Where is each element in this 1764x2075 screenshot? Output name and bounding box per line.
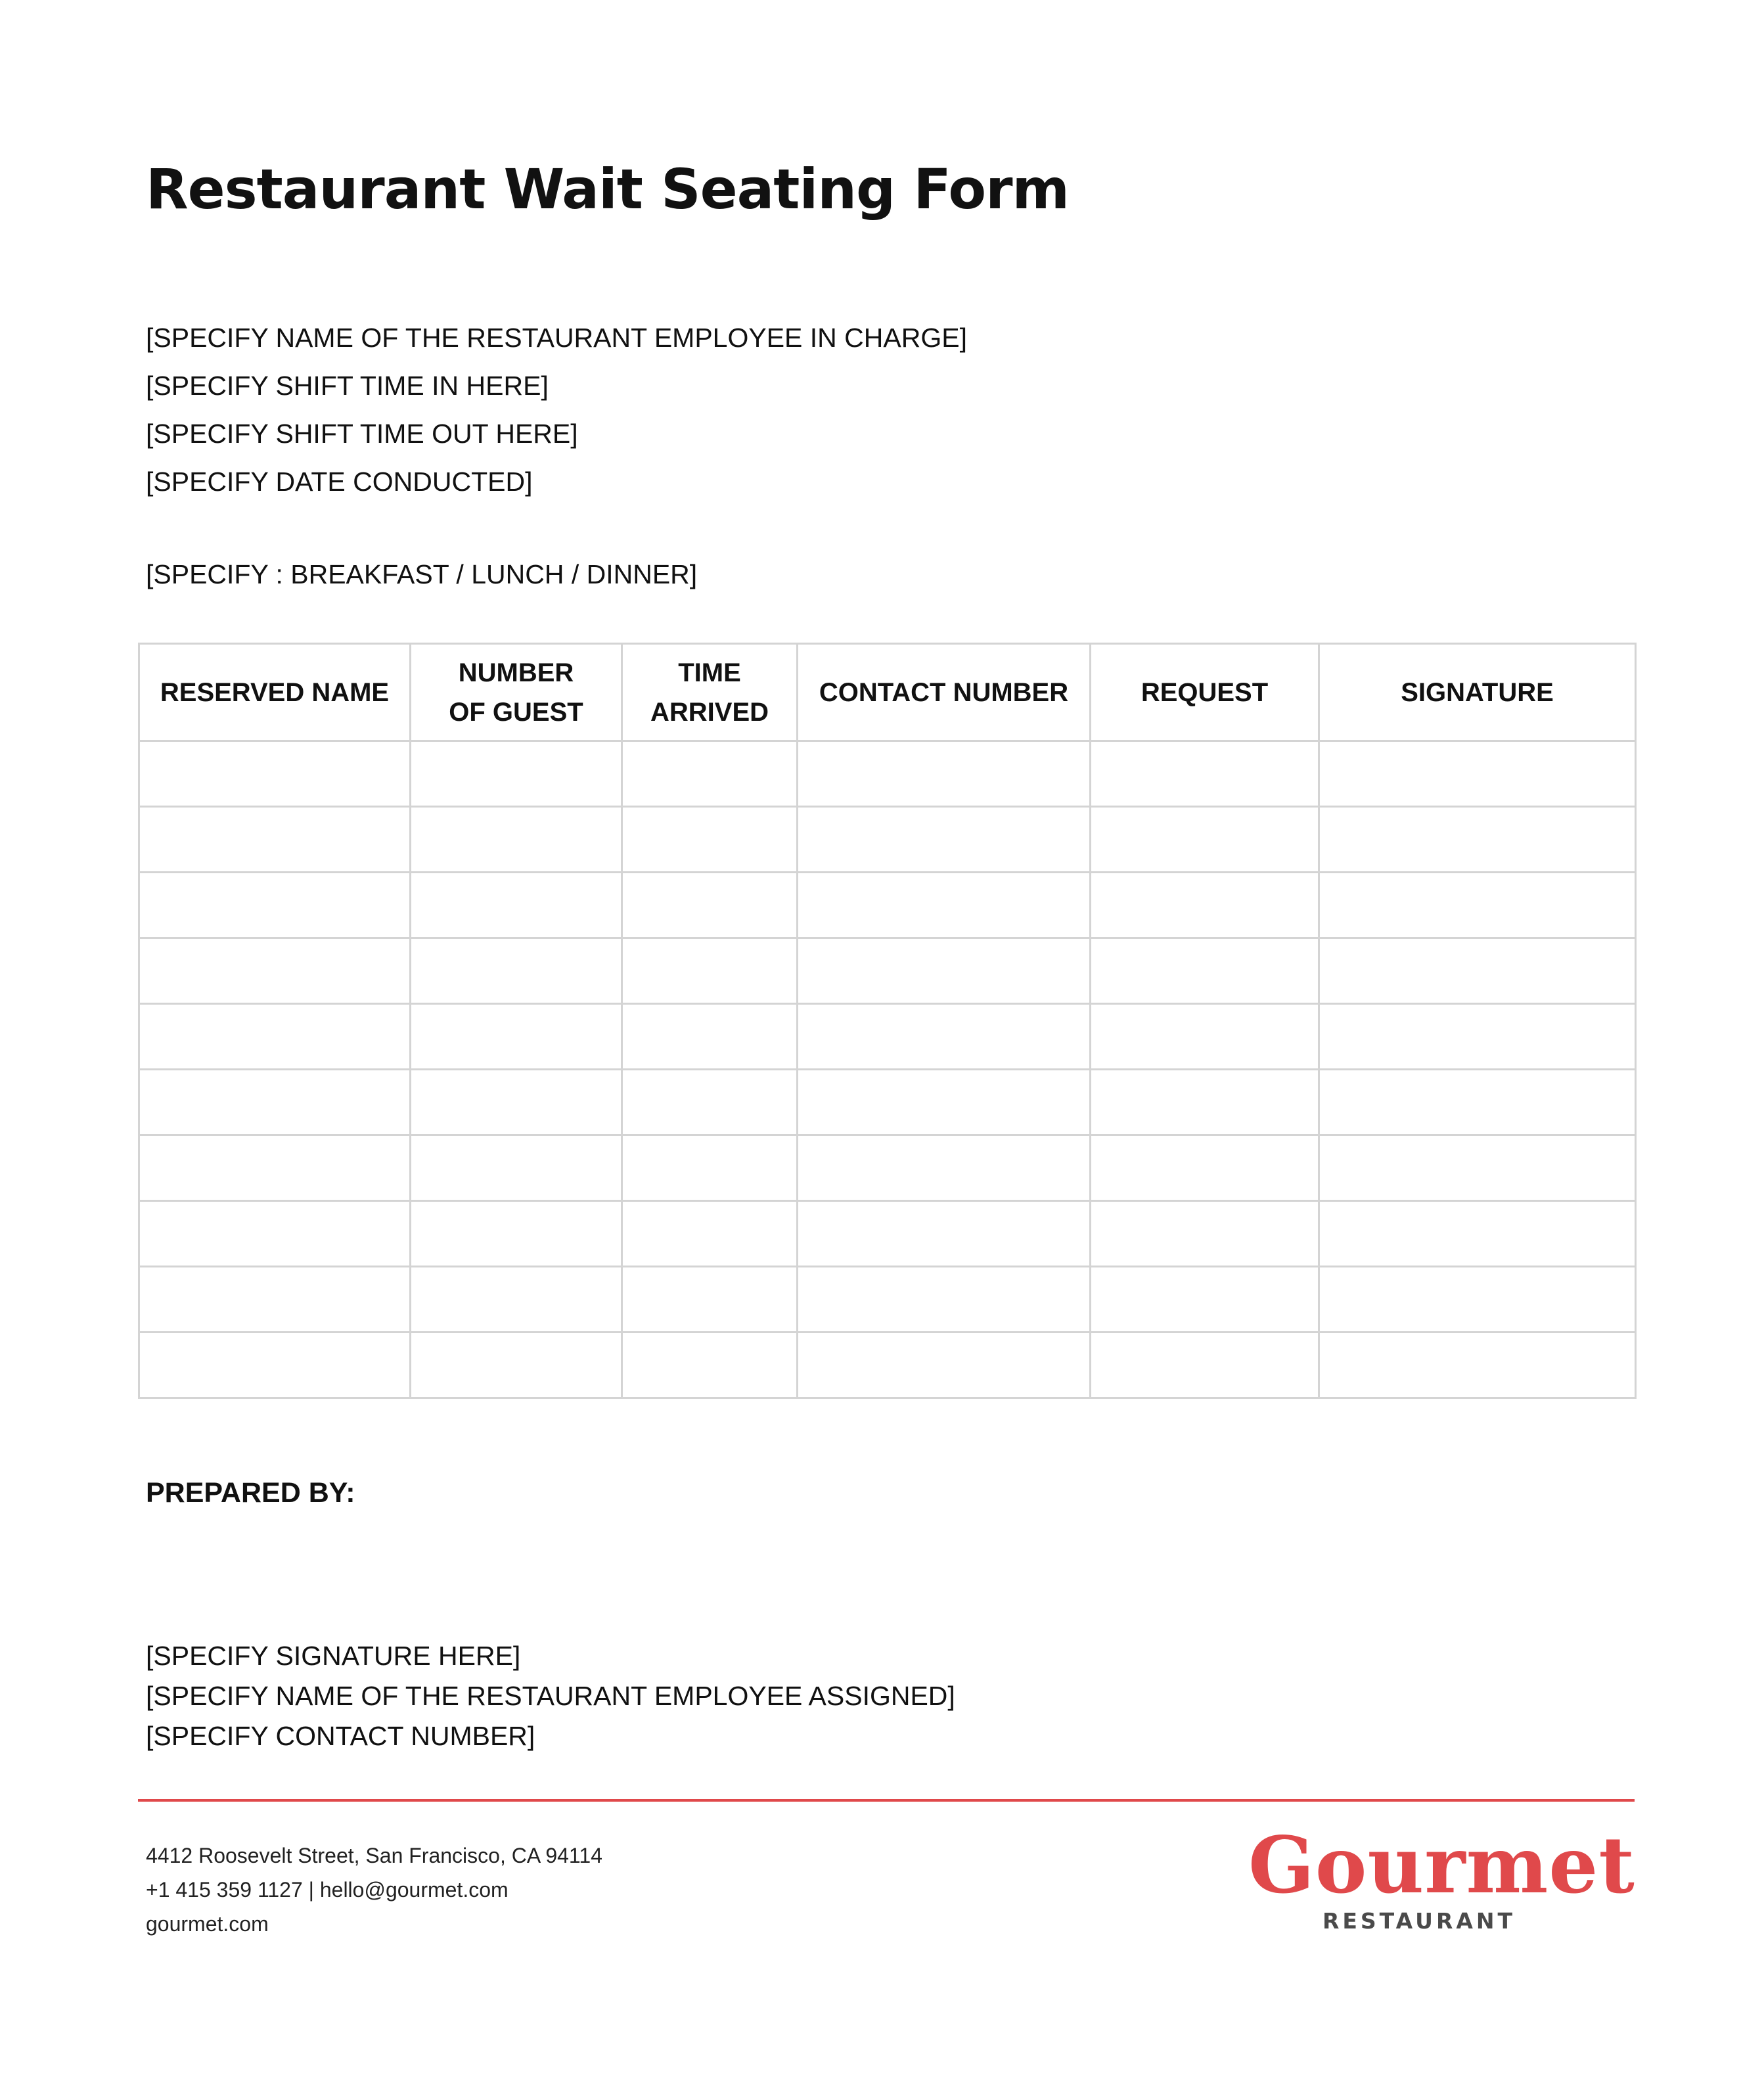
table-cell[interactable]	[411, 873, 622, 938]
table-cell[interactable]	[411, 1135, 622, 1201]
table-cell[interactable]	[1319, 741, 1636, 807]
table-row	[139, 873, 1636, 938]
table-cell[interactable]	[1091, 741, 1319, 807]
table-cell[interactable]	[411, 1201, 622, 1267]
employee-in-charge-field[interactable]: [SPECIFY NAME OF THE RESTAURANT EMPLOYEE IN CHARGE]	[146, 323, 967, 353]
shift-time-out-field[interactable]: [SPECIFY SHIFT TIME OUT HERE]	[146, 419, 578, 449]
table-cell[interactable]	[622, 1070, 798, 1135]
table-cell[interactable]	[1091, 1333, 1319, 1398]
table-cell[interactable]	[798, 1135, 1091, 1201]
table-cell[interactable]	[798, 1201, 1091, 1267]
date-conducted-field[interactable]: [SPECIFY DATE CONDUCTED]	[146, 467, 533, 497]
header-signature: SIGNATURE	[1319, 644, 1636, 741]
contact-number-field[interactable]: [SPECIFY CONTACT NUMBER]	[146, 1721, 535, 1751]
table-cell[interactable]	[622, 1333, 798, 1398]
shift-time-in-field[interactable]: [SPECIFY SHIFT TIME IN HERE]	[146, 371, 549, 401]
employee-assigned-field[interactable]: [SPECIFY NAME OF THE RESTAURANT EMPLOYEE ASSIGNED]	[146, 1681, 955, 1711]
table-cell[interactable]	[139, 1070, 411, 1135]
table-cell[interactable]	[411, 807, 622, 873]
table-row	[139, 1004, 1636, 1070]
table-cell[interactable]	[411, 1267, 622, 1333]
logo-subtitle: RESTAURANT	[1322, 1908, 1516, 1934]
table-cell[interactable]	[622, 1201, 798, 1267]
footer-phone-email: +1 415 359 1127 | hello@gourmet.com	[146, 1878, 509, 1902]
table-cell[interactable]	[1319, 1070, 1636, 1135]
table-row	[139, 1201, 1636, 1267]
table-row	[139, 1135, 1636, 1201]
seating-table	[138, 643, 1637, 1399]
table-cell[interactable]	[411, 741, 622, 807]
table-cell[interactable]	[622, 938, 798, 1004]
footer-divider	[138, 1799, 1635, 1802]
header-request: REQUEST	[1091, 644, 1319, 741]
table-cell[interactable]	[798, 1070, 1091, 1135]
signature-field[interactable]: [SPECIFY SIGNATURE HERE]	[146, 1641, 521, 1671]
form-title: Restaurant Wait Seating Form	[146, 157, 1070, 221]
table-cell[interactable]	[798, 1267, 1091, 1333]
table-cell[interactable]	[139, 741, 411, 807]
table-cell[interactable]	[1319, 1135, 1636, 1201]
table-cell[interactable]	[411, 1070, 622, 1135]
table-cell[interactable]	[622, 807, 798, 873]
table-cell[interactable]	[139, 1267, 411, 1333]
table-cell[interactable]	[1091, 1135, 1319, 1201]
table-row	[139, 807, 1636, 873]
table-row	[139, 1267, 1636, 1333]
table-cell[interactable]	[139, 1004, 411, 1070]
footer-address: 4412 Roosevelt Street, San Francisco, CA 94114	[146, 1844, 602, 1867]
prepared-by-block	[146, 1636, 955, 1756]
table-cell[interactable]	[1091, 1004, 1319, 1070]
gourmet-logo	[1248, 1819, 1635, 1934]
table-cell[interactable]	[622, 741, 798, 807]
table-cell[interactable]	[139, 1201, 411, 1267]
prepared-by-label: PREPARED BY:	[146, 1477, 355, 1509]
table-cell[interactable]	[1319, 1004, 1636, 1070]
table-cell[interactable]	[798, 938, 1091, 1004]
meal-period-field[interactable]: [SPECIFY : BREAKFAST / LUNCH / DINNER]	[146, 559, 698, 589]
header-number-of-guest: NUMBER OF GUEST	[411, 644, 622, 741]
table-cell[interactable]	[1091, 1267, 1319, 1333]
table-row	[139, 938, 1636, 1004]
table-cell[interactable]	[1091, 1201, 1319, 1267]
table-cell[interactable]	[1319, 1201, 1636, 1267]
table-cell[interactable]	[1319, 873, 1636, 938]
table-cell[interactable]	[798, 873, 1091, 938]
table-cell[interactable]	[622, 873, 798, 938]
table-cell[interactable]	[1091, 1070, 1319, 1135]
table-body	[139, 741, 1636, 1398]
table-cell[interactable]	[622, 1135, 798, 1201]
header-reserved-name: RESERVED NAME	[139, 644, 411, 741]
table-cell[interactable]	[139, 1135, 411, 1201]
table-header-row	[139, 644, 1636, 741]
logo-wordmark: Gourmet	[1248, 1819, 1635, 1911]
employee-info-block	[146, 314, 967, 506]
table-cell[interactable]	[798, 1004, 1091, 1070]
table-row	[139, 1333, 1636, 1398]
table-cell[interactable]	[1091, 938, 1319, 1004]
table-cell[interactable]	[622, 1267, 798, 1333]
table-cell[interactable]	[1319, 1333, 1636, 1398]
table-cell[interactable]	[798, 1333, 1091, 1398]
table-cell[interactable]	[139, 807, 411, 873]
table-row	[139, 741, 1636, 807]
footer-website: gourmet.com	[146, 1912, 269, 1936]
header-contact-number: CONTACT NUMBER	[798, 644, 1091, 741]
table-cell[interactable]	[411, 938, 622, 1004]
table-cell[interactable]	[622, 1004, 798, 1070]
table-cell[interactable]	[139, 938, 411, 1004]
footer-contact	[146, 1838, 602, 1941]
table-cell[interactable]	[411, 1004, 622, 1070]
table-cell[interactable]	[1319, 807, 1636, 873]
table-cell[interactable]	[1091, 807, 1319, 873]
table-cell[interactable]	[411, 1333, 622, 1398]
table-cell[interactable]	[139, 1333, 411, 1398]
table-cell[interactable]	[798, 741, 1091, 807]
table-cell[interactable]	[798, 807, 1091, 873]
table-row	[139, 1070, 1636, 1135]
header-time-arrived: TIME ARRIVED	[622, 644, 798, 741]
table-cell[interactable]	[1319, 938, 1636, 1004]
table-cell[interactable]	[139, 873, 411, 938]
table-cell[interactable]	[1319, 1267, 1636, 1333]
table-cell[interactable]	[1091, 873, 1319, 938]
